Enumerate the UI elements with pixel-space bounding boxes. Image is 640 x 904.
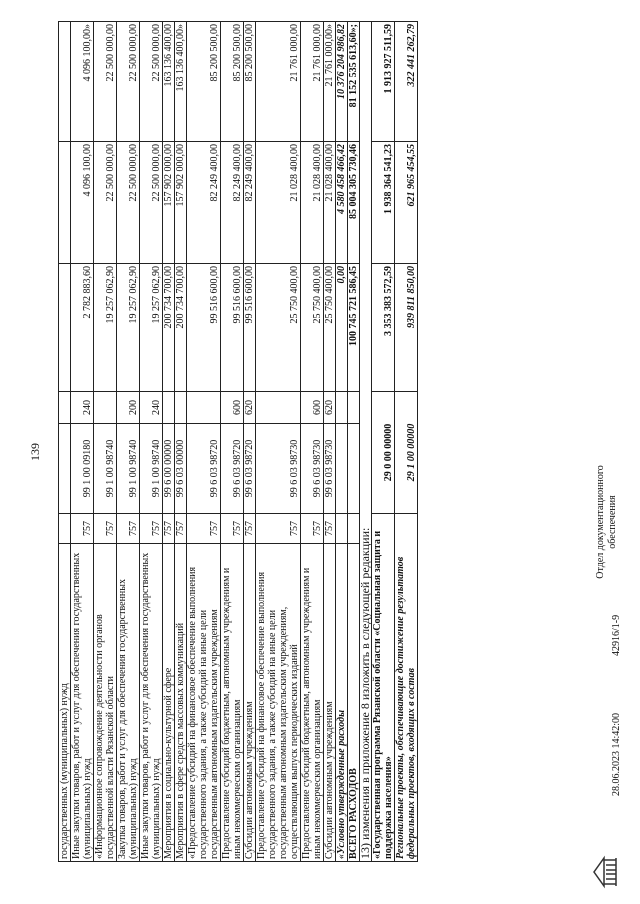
row-amount-3	[59, 22, 71, 142]
row-target-article	[336, 424, 348, 514]
row-expense-type	[336, 392, 348, 424]
row-target-article: 99 6 03 00000	[175, 424, 187, 514]
row-expense-type: 240	[71, 392, 94, 424]
row-amount-1: 25 750 400,00	[256, 264, 301, 392]
row-amount-1: 2 782 883,60	[71, 264, 94, 392]
row-target-article: 99 6 00 00000	[163, 424, 175, 514]
table-row	[59, 22, 71, 862]
row-amount-1: 19 257 062,90	[94, 264, 117, 392]
row-admin-code: 757	[140, 514, 163, 544]
row-amount-3: 22 500 000,00	[117, 22, 140, 142]
row-expense-type	[187, 392, 221, 424]
row-admin-code: 757	[256, 514, 301, 544]
row-name: «Условно утвержденные расходы	[336, 544, 348, 862]
row-amount-2: 157 902 000,00	[175, 142, 187, 264]
row-amount-2: 157 902 000,00	[163, 142, 175, 264]
row-expense-type: 620	[324, 392, 336, 424]
table-row	[336, 22, 348, 862]
table-row	[187, 22, 221, 862]
row-expense-type	[163, 392, 175, 424]
row-target-article: 99 6 03 98730	[301, 424, 324, 514]
table-row	[117, 22, 140, 862]
row-name: Мероприятия в социально-культурной сфере	[163, 544, 175, 862]
footer-doc-id: 42916/1-9	[611, 614, 622, 656]
amendment-text: 13) изменения в приложение 8 изложить в следующей редакции:	[360, 22, 372, 862]
program-name: Региональные проекты, обеспечивающие достижение результатов федеральных проектов, входящих в состав	[395, 514, 418, 862]
row-amount-2: 82 249 400,00	[221, 142, 244, 264]
row-amount-3: 21 761 000,00	[301, 22, 324, 142]
row-amount-1: 99 516 600,00	[221, 264, 244, 392]
row-expense-type	[348, 392, 360, 424]
row-target-article: 99 6 03 98730	[324, 424, 336, 514]
program-amount-1: 939 811 850,00	[395, 264, 418, 392]
program-target-article: 29 1 00 00000	[395, 392, 418, 514]
table-row	[324, 22, 336, 862]
row-name: Закупка товаров, работ и услуг для обеспечения государственных (муниципальных) нужд	[117, 544, 140, 862]
table-row	[244, 22, 256, 862]
row-amount-3: 4 096 100,00»	[71, 22, 94, 142]
row-name: Предоставление субсидий на финансовое обеспечение выполнения государственного задания, а также субсидий на иные цели государственным автономным издательским учреждениям, осуществляющим выпуск периодических изданий	[256, 544, 301, 862]
program-row	[372, 22, 395, 862]
row-admin-code: 757	[324, 514, 336, 544]
row-admin-code: 757	[187, 514, 221, 544]
row-amount-3: 81 152 535 613,60»;	[348, 22, 360, 142]
row-amount-1: 0,00	[336, 264, 348, 392]
footer-timestamp: 28.06.2023 14:42:00	[611, 712, 622, 796]
row-name: государственных (муниципальных) нужд	[59, 544, 71, 862]
footer-department: Отдел документационного обеспечения	[595, 465, 618, 579]
row-name: Предоставление субсидий бюджетным, автономным учреждениям и иным некоммерческим организациям	[221, 544, 244, 862]
row-amount-2: 22 500 000,00	[117, 142, 140, 264]
table-row	[301, 22, 324, 862]
row-amount-3: 21 761 000,00	[256, 22, 301, 142]
row-amount-3: 22 500 000,00	[94, 22, 117, 142]
row-expense-type	[256, 392, 301, 424]
row-name: «Предоставление субсидий на финансовое обеспечение выполнения государственного задания, а также субсидий на иные цели государственным автономным издательским учреждениям	[187, 544, 221, 862]
row-expense-type	[59, 392, 71, 424]
row-amount-3: 85 200 500,00	[187, 22, 221, 142]
row-name: «Информационное сопровождение деятельности органов государственной власти Рязанской области	[94, 544, 117, 862]
row-amount-1: 200 734 700,00	[175, 264, 187, 392]
row-target-article: 99 1 00 98740	[94, 424, 117, 514]
row-amount-1: 100 745 721 586,45	[348, 264, 360, 392]
row-amount-1: 200 734 700,00	[163, 264, 175, 392]
row-target-article: 99 6 03 98720	[244, 424, 256, 514]
row-amount-3: 10 376 204 986,82	[336, 22, 348, 142]
row-expense-type	[175, 392, 187, 424]
row-admin-code: 757	[117, 514, 140, 544]
row-amount-2: 22 500 000,00	[140, 142, 163, 264]
row-name: Иные закупки товаров, работ и услуг для обеспечения государственных (муниципальных) нужд	[71, 544, 94, 862]
row-admin-code: 757	[244, 514, 256, 544]
row-expense-type: 240	[140, 392, 163, 424]
row-target-article: 99 1 00 98740	[140, 424, 163, 514]
row-amount-2: 21 028 400,00	[301, 142, 324, 264]
row-amount-1: 19 257 062,90	[117, 264, 140, 392]
row-admin-code	[59, 514, 71, 544]
amendment-row	[360, 22, 372, 862]
row-target-article	[59, 424, 71, 514]
row-amount-1: 25 750 400,00	[324, 264, 336, 392]
row-amount-3: 22 500 000,00	[140, 22, 163, 142]
row-admin-code: 757	[175, 514, 187, 544]
row-amount-1	[59, 264, 71, 392]
row-target-article: 99 1 00 09180	[71, 424, 94, 514]
page-number: 139	[28, 443, 42, 461]
row-admin-code: 757	[301, 514, 324, 544]
row-admin-code	[336, 514, 348, 544]
program-amount-2: 621 965 454,55	[395, 142, 418, 264]
row-amount-3: 21 761 000,00»	[324, 22, 336, 142]
row-amount-2: 82 249 400,00	[187, 142, 221, 264]
row-name: Субсидии автономным учреждениям	[244, 544, 256, 862]
row-name: ВСЕГО РАСХОДОВ	[348, 544, 360, 862]
program-amount-1: 3 353 383 572,59	[372, 264, 395, 392]
row-expense-type	[94, 392, 117, 424]
table-row	[94, 22, 117, 862]
row-amount-2: 4 096 100,00	[71, 142, 94, 264]
row-amount-1: 19 257 062,90	[140, 264, 163, 392]
row-expense-type: 200	[117, 392, 140, 424]
row-amount-2: 21 028 400,00	[256, 142, 301, 264]
program-amount-3: 322 441 262,79	[395, 22, 418, 142]
row-target-article: 99 6 03 98720	[187, 424, 221, 514]
table-row	[163, 22, 175, 862]
table-row	[221, 22, 244, 862]
row-amount-1: 99 516 600,00	[187, 264, 221, 392]
program-amount-3: 1 913 927 511,59	[372, 22, 395, 142]
row-amount-3: 163 136 400,00»	[175, 22, 187, 142]
row-amount-2: 21 028 400,00	[324, 142, 336, 264]
program-amount-2: 1 938 364 541,23	[372, 142, 395, 264]
row-expense-type: 620	[244, 392, 256, 424]
row-target-article: 99 6 03 98730	[256, 424, 301, 514]
row-amount-2: 4 580 458 466,42	[336, 142, 348, 264]
row-amount-1: 99 516 600,00	[244, 264, 256, 392]
row-name: Мероприятия в сфере средств массовых коммуникаций	[175, 544, 187, 862]
program-target-article: 29 0 00 00000	[372, 392, 395, 514]
row-amount-2: 22 500 000,00	[94, 142, 117, 264]
program-name: «Государственная программа Рязанской области «Социальная защита и поддержка населения»	[372, 514, 395, 862]
row-amount-3: 85 200 500,00	[244, 22, 256, 142]
row-name: Предоставление субсидий бюджетным, автономным учреждениям и иным некоммерческим организациям	[301, 544, 324, 862]
row-name: Иные закупки товаров, работ и услуг для обеспечения государственных (муниципальных) нужд	[140, 544, 163, 862]
row-admin-code: 757	[163, 514, 175, 544]
row-target-article: 99 6 03 98720	[221, 424, 244, 514]
table-row	[140, 22, 163, 862]
row-target-article: 99 1 00 98740	[117, 424, 140, 514]
table-row	[256, 22, 301, 862]
row-admin-code: 757	[94, 514, 117, 544]
row-amount-2: 82 249 400,00	[244, 142, 256, 264]
program-row	[395, 22, 418, 862]
row-amount-2: 85 004 305 730,46	[348, 142, 360, 264]
row-target-article	[348, 424, 360, 514]
row-amount-1: 25 750 400,00	[301, 264, 324, 392]
row-expense-type: 600	[221, 392, 244, 424]
row-expense-type: 600	[301, 392, 324, 424]
row-admin-code: 757	[221, 514, 244, 544]
building-emblem-icon	[590, 854, 620, 890]
table-row	[71, 22, 94, 862]
budget-table	[58, 21, 418, 862]
row-admin-code: 757	[71, 514, 94, 544]
row-name: Субсидии автономным учреждениям	[324, 544, 336, 862]
row-amount-3: 85 200 500,00	[221, 22, 244, 142]
row-amount-2	[59, 142, 71, 264]
table-row	[175, 22, 187, 862]
row-amount-3: 163 136 400,00	[163, 22, 175, 142]
